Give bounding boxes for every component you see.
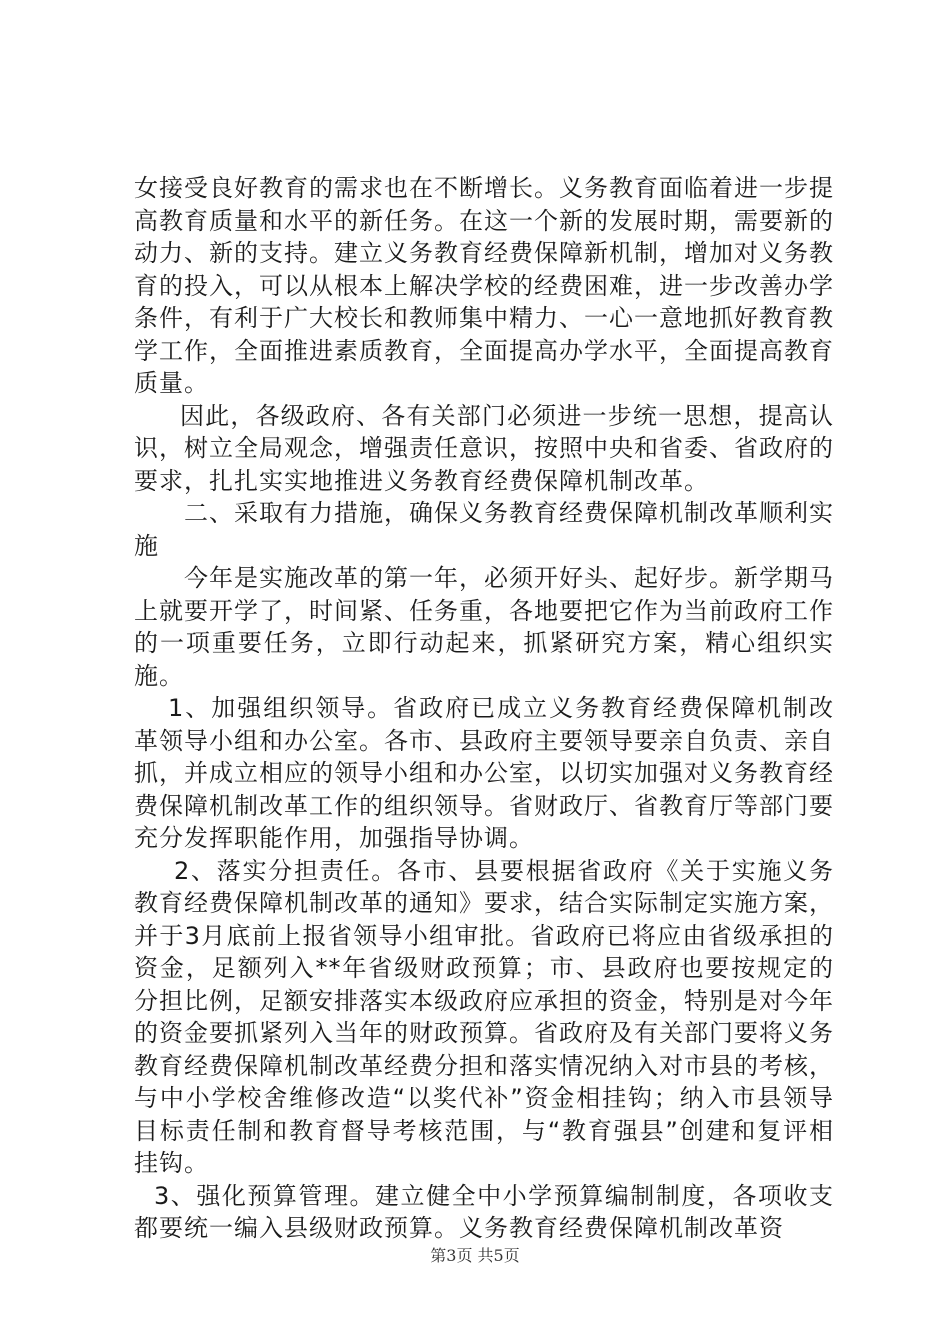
section-heading-2: 二、采取有力措施，确保义务教育经费保障机制改革顺利实施 xyxy=(134,499,834,560)
page-footer: 第3页 共5页 xyxy=(430,1246,520,1265)
paragraph-therefore: 因此，各级政府、各有关部门必须进一步统一思想，提高认识，树立全局观念，增强责任意识，按照中央和省委、省政府的要求，扎扎实实地推进义务教育经费保障机制改革。 xyxy=(134,401,834,495)
paragraph-item-3: 3、强化预算管理。建立健全中小学预算编制制度，各项收支都要统一编入县级财政预算。义务教育经费保障机制改革资 xyxy=(134,1181,834,1242)
paragraph-item-2: 2、落实分担责任。各市、县要根据省政府《关于实施义务教育经费保障机制改革的通知》要求，结合实际制定实施方案，并于3月底前上报省领导小组审批。省政府已将应由省级承担的资金，足额列入**年省级财政预算；市、县政府也要按规定的分担比例，足额安排落实本级政府应承担的资金，特别是对今年的资金要抓紧列入当年的财政预算。省政府及有关部门要将义务教育经费保障机制改革经费分担和落实情况纳入对市县的考核，与中小学校舍维修改造“以奖代补”资金相挂钩；纳入市县领导目标责任制和教育督导考核范围，与“教育强县”创建和复评相挂钩。 xyxy=(134,856,834,1177)
document-body xyxy=(134,172,834,1245)
paragraph-intro-continued: 女接受良好教育的需求也在不断增长。义务教育面临着进一步提高教育质量和水平的新任务。在这一个新的发展时期，需要新的动力、新的支持。建立义务教育经费保障新机制，增加对义务教育的投入，可以从根本上解决学校的经费困难，进一步改善办学条件，有利于广大校长和教师集中精力、一心一意地抓好教育教学工作，全面推进素质教育，全面提高办学水平，全面提高教育质量。 xyxy=(134,174,834,397)
paragraph-this-year: 今年是实施改革的第一年，必须开好头、起好步。新学期马上就要开学了，时间紧、任务重，各地要把它作为当前政府工作的一项重要任务，立即行动起来，抓紧研究方案，精心组织实施。 xyxy=(134,564,834,690)
paragraph-item-1: 1、加强组织领导。省政府已成立义务教育经费保障机制改革领导小组和办公室。各市、县政府主要领导要亲自负责、亲自抓，并成立相应的领导小组和办公室，以切实加强对义务教育经费保障机制改革工作的组织领导。省财政厅、省教育厅等部门要充分发挥职能作用，加强指导协调。 xyxy=(134,694,834,852)
